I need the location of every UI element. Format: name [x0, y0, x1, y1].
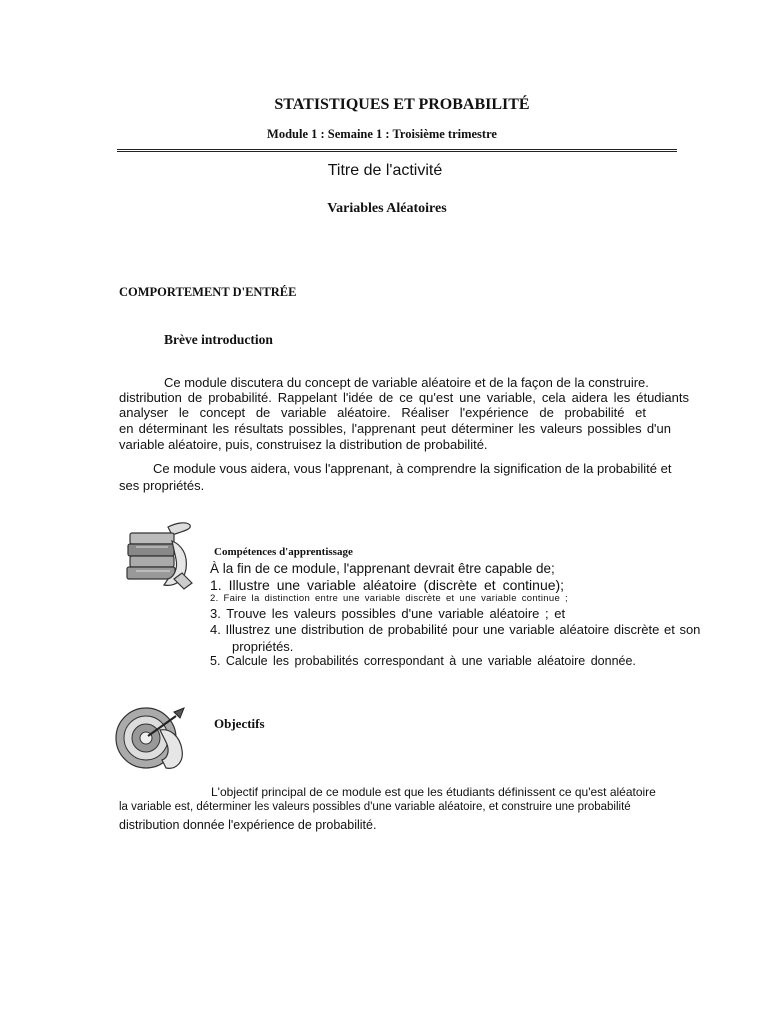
competence-item: 1. Illustre une variable aléatoire (discrète et continue);	[210, 577, 565, 593]
objectives-line: L'objectif principal de ce module est que les étudiants définissent ce qu'est aléatoire	[211, 785, 656, 799]
objectives-heading: Objectifs	[214, 716, 265, 731]
intro-line: analyser le concept de variable aléatoire. Réaliser l'expérience de probabilité et	[119, 405, 646, 420]
intro-line: en déterminant les résultats possibles, l'apprenant peut déterminer les valeurs possibles d'un	[119, 421, 671, 436]
intro-para2-line: ses propriétés.	[119, 478, 205, 493]
objectives-line: distribution donnée l'expérience de probabilité.	[119, 818, 377, 832]
activity-name: Variables Aléatoires	[327, 201, 447, 216]
competence-item: 3. Trouve les valeurs possibles d'une variable aléatoire ; et	[210, 606, 566, 621]
intro-line: Ce module discutera du concept de variable aléatoire et de la façon de la construire.	[164, 375, 649, 390]
entry-behavior-heading: COMPORTEMENT D'ENTRÉE	[119, 285, 297, 299]
dart-target-icon	[114, 704, 188, 772]
competences-lead: À la fin de ce module, l'apprenant devrait être capable de;	[210, 561, 555, 576]
header-divider	[117, 149, 677, 152]
books-in-hand-icon	[124, 519, 196, 591]
activity-title-label: Titre de l'activité	[327, 162, 443, 179]
competence-item: 5. Calcule les probabilités correspondant à une variable aléatoire donnée.	[210, 654, 636, 668]
intro-heading: Brève introduction	[164, 332, 273, 347]
intro-para2-line: Ce module vous aidera, vous l'apprenant, à comprendre la signification de la probabilité et	[153, 461, 672, 476]
intro-line: variable aléatoire, puis, construisez la distribution de probabilité.	[119, 437, 488, 452]
objectives-line: la variable est, déterminer les valeurs possibles d'une variable aléatoire, et construire une probabilité	[119, 801, 631, 813]
intro-line: distribution de probabilité. Rappelant l'idée de ce qu'est une variable, cela aidera les étudiants	[119, 390, 689, 405]
competence-item: 2. Faire la distinction entre une variable discrète et une variable continue ;	[210, 593, 568, 604]
competence-item: propriétés.	[232, 639, 294, 654]
competence-item: 4. Illustrez une distribution de probabilité pour une variable aléatoire discrète et son	[210, 622, 701, 637]
document-subtitle: Module 1 : Semaine 1 : Troisième trimestre	[267, 127, 497, 141]
competences-heading: Compétences d'apprentissage	[214, 546, 353, 558]
document-title: STATISTIQUES ET PROBABILITÉ	[274, 96, 530, 113]
